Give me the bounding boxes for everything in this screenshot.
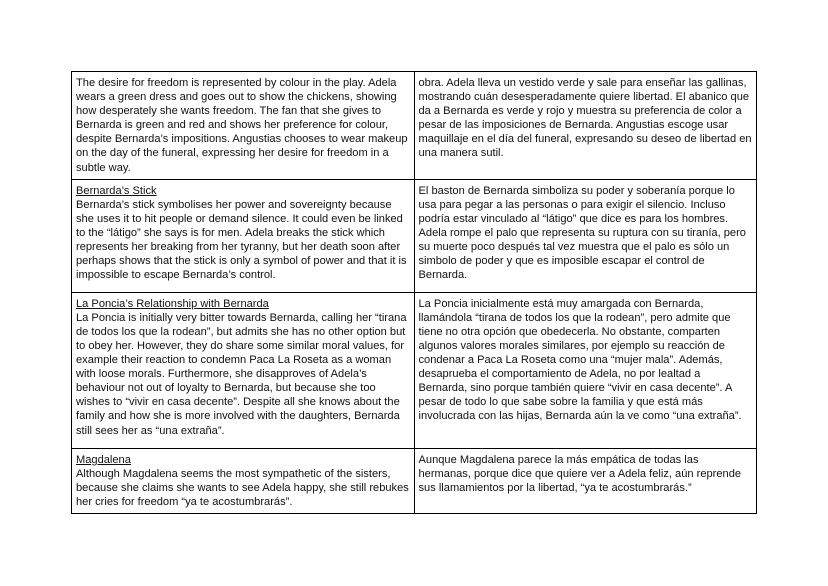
english-body: Bernarda’s stick symbolises her power and sovereignty because she uses it to hit people or demand silence. It could even be linked to the “látigo” she says is for men. Adela breaks the stick which represents her breaking from her tyranny, but her death soon after perhaps shows that the stick is only a symbol of power and that it is impossible to escape Bernarda’s control.	[76, 198, 407, 282]
spanish-body: El baston de Bernarda simboliza su poder y soberanía porque lo usa para pegar a las personas o para exigir el silencio. Incluso podría estar vinculado al “látigo” que dice es para los hombres. Adela rompe el palo que representa su ruptura con su tiranía, pero su muerte poco después tal vez muestra que el palo es sólo un simbolo de poder y que es imposible escapar el control de Bernarda.	[418, 184, 746, 282]
english-body: La Poncia is initially very bitter towards Bernarda, calling her “tirana de todos los que la rodean”, but admits she has no other option but to obey her. However, they do share some similar moral values, for example their reaction to condemn Paca La Roseta as a woman with loose morals. Furthermore, she disapproves of Adela’s behaviour not out of loyalty to Bernarda, but because she too wishes to “vivir en casa decente”. Despite all she knows about the family and how she is more involved with the daughters, Bernarda still sees her as “una extraña”.	[76, 311, 407, 437]
english-cell	[72, 72, 415, 180]
table-row	[72, 72, 757, 180]
section-heading: Bernarda’s Stick	[76, 184, 157, 197]
table-row	[72, 292, 757, 448]
translation-table	[71, 71, 757, 514]
english-body: The desire for freedom is represented by colour in the play. Adela wears a green dress and goes out to show the chickens, showing how desperately she wants freedom. The fan that she gives to Bernarda is green and red and shows her preference for colour, despite Bernarda’s impositions. Angustias chooses to wear makeup on the day of the funeral, expressing her desire for freedom in a subtle way.	[76, 77, 408, 174]
english-cell	[72, 292, 415, 448]
spanish-body: La Poncia inicialmente está muy amargada con Bernarda, llamándola “tirana de todos los que la rodean”, pero admite que tiene no otra opción que obedecerla. No obstante, comparten algunos valores morales similares, por ejemplo su reacción de condenar a Paca La Roseta como una “mujer mala”. Además, desaprueba el comportamiento de Adela, no por lealtad a Bernarda, sino porque también quiere “vivir en casa decente”. A pesar de todo lo que sabe sobre la familia y que está más involucrada con las hijas, Bernarda aún la ve como “una extraña”.	[418, 297, 742, 423]
english-body: Although Magdalena seems the most sympathetic of the sisters, because she claims she wants to see Adela happy, she still rebukes her cries for freedom “ya te acostumbrarás”.	[76, 467, 409, 508]
table-row	[72, 179, 757, 292]
table-row	[72, 448, 757, 513]
spanish-cell	[414, 72, 757, 180]
section-heading: La Poncia’s Relationship with Bernarda	[76, 297, 269, 310]
spanish-body: Aunque Magdalena parece la más empática de todas las hermanas, porque dice que quiere ver a Adela feliz, aún reprende sus llamamientos por la libertad, “ya te acostumbrarás.”	[418, 453, 742, 494]
spanish-cell	[414, 292, 757, 448]
english-cell	[72, 448, 415, 513]
spanish-cell	[414, 448, 757, 513]
spanish-cell	[414, 179, 757, 292]
spanish-body: obra. Adela lleva un vestido verde y sale para enseñar las gallinas, mostrando cuán desesperadamente quiere libertad. El abanico que da a Bernarda es verde y rojo y muestra su preferencia de color a pesar de las imposiciones de Bernarda. Angustias escoge usar maquillaje en el día del funeral, expresando su deseo de libertad en una manera sutil.	[418, 77, 752, 160]
english-cell	[72, 179, 415, 292]
section-heading: Magdalena	[76, 453, 131, 466]
